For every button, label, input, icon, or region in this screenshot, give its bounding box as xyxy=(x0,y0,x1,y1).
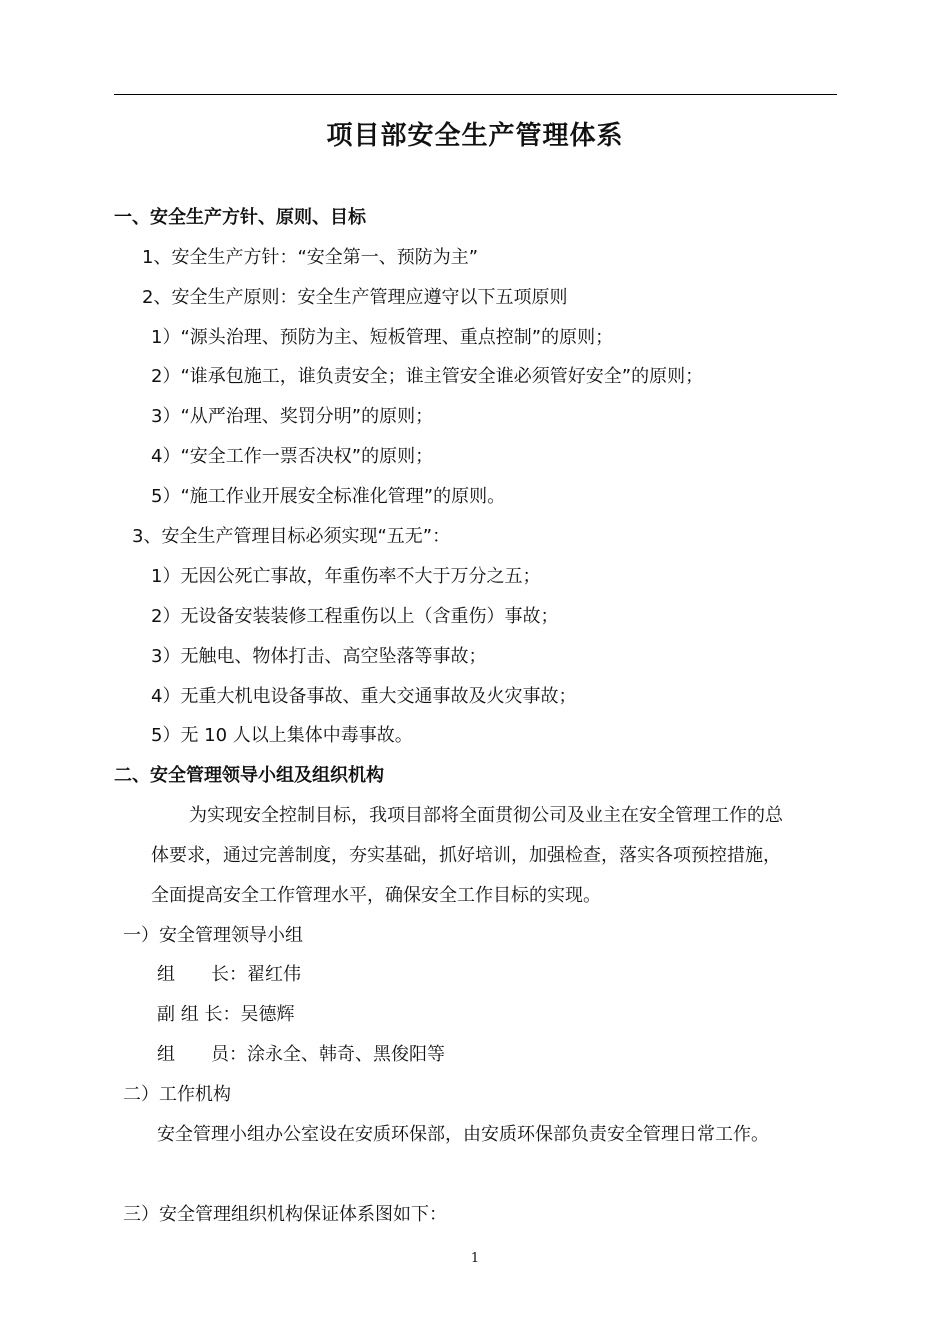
goal-item: 1）无因公死亡事故，年重伤率不大于万分之五； xyxy=(151,566,541,587)
goal-item: 4）无重大机电设备事故、重大交通事故及火灾事故； xyxy=(151,686,577,707)
subsection-2-heading: 二）工作机构 xyxy=(123,1084,231,1105)
subsection-2-text: 安全管理小组办公室设在安质环保部，由安质环保部负责安全管理日常工作。 xyxy=(157,1124,769,1145)
intro-paragraph-line: 为实现安全控制目标，我项目部将全面贯彻公司及业主在安全管理工作的总 xyxy=(189,805,783,826)
principle-item: 4）“安全工作一票否决权”的原则； xyxy=(151,446,434,467)
intro-paragraph-line: 体要求，通过完善制度，夯实基础，抓好培训，加强检查，落实各项预控措施， xyxy=(151,845,781,866)
principle-item: 5）“施工作业开展安全标准化管理”的原则。 xyxy=(151,486,506,507)
goal-item: 5）无 10 人以上集体中毒事故。 xyxy=(151,725,413,746)
subsection-1-heading: 一）安全管理领导小组 xyxy=(123,925,303,946)
principle-item: 2）“谁承包施工，谁负责安全；谁主管安全谁必须管好安全”的原则； xyxy=(151,366,704,387)
section-1-item-3: 3、安全生产管理目标必须实现“五无”： xyxy=(132,526,451,547)
subsection-3-heading: 三）安全管理组织机构保证体系图如下： xyxy=(123,1204,447,1225)
section-1-heading: 一、安全生产方针、原则、目标 xyxy=(114,207,366,228)
document-title: 项目部安全生产管理体系 xyxy=(326,121,624,151)
section-1-item-2: 2、安全生产原则：安全生产管理应遵守以下五项原则 xyxy=(142,287,568,308)
section-2-heading: 二、安全管理领导小组及组织机构 xyxy=(114,765,384,786)
principle-item: 1）“源头治理、预防为主、短板管理、重点控制”的原则； xyxy=(151,327,614,348)
intro-paragraph-line: 全面提高安全工作管理水平，确保安全工作目标的实现。 xyxy=(151,885,601,906)
goal-item: 3）无触电、物体打击、高空坠落等事故； xyxy=(151,646,487,667)
header-rule xyxy=(114,94,837,95)
section-1-item-1: 1、安全生产方针：“安全第一、预防为主” xyxy=(142,247,479,268)
member-line: 组 长：翟红伟 xyxy=(157,964,301,985)
principle-item: 3）“从严治理、奖罚分明”的原则； xyxy=(151,406,434,427)
goal-item: 2）无设备安装装修工程重伤以上（含重伤）事故； xyxy=(151,606,559,627)
page-number: 1 xyxy=(470,1251,480,1266)
member-line: 副 组 长：吴德辉 xyxy=(157,1004,295,1025)
member-line: 组 员：涂永全、韩奇、黑俊阳等 xyxy=(157,1044,445,1065)
